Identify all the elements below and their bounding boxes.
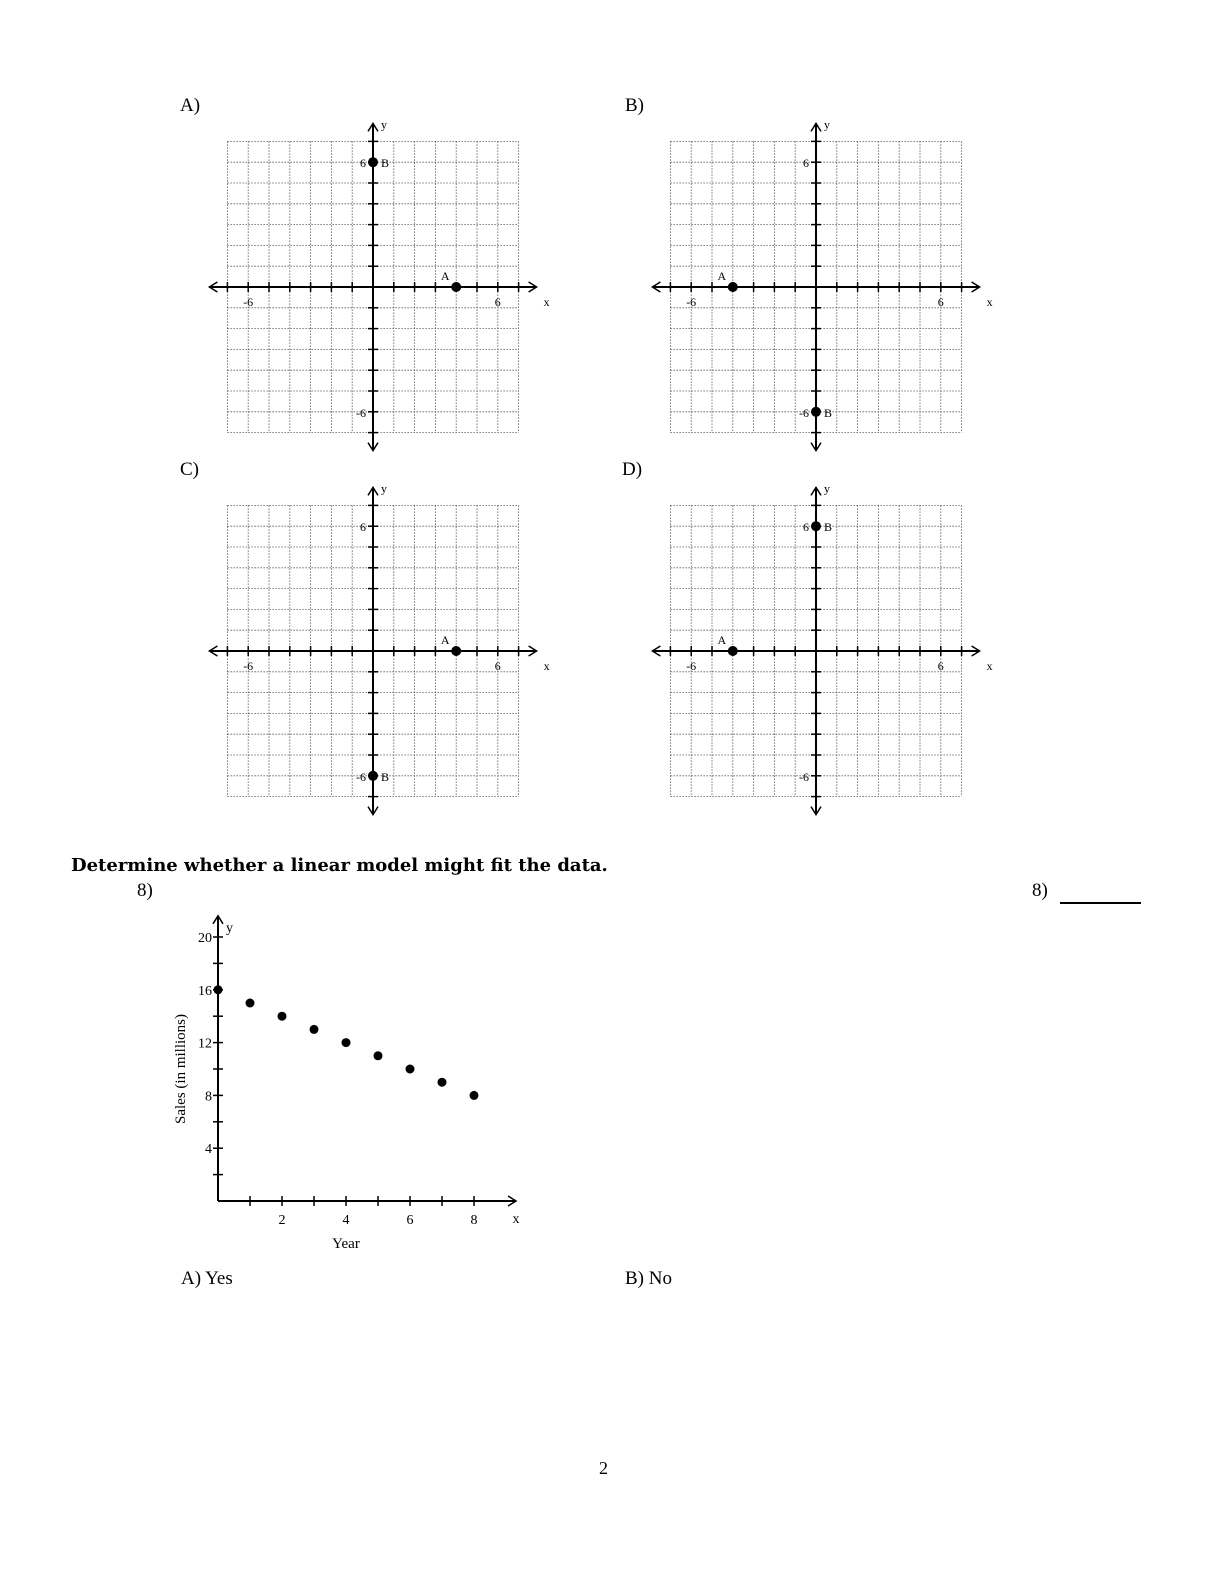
- scatter-y-tick-label: 4: [205, 1142, 212, 1158]
- point-a: [728, 646, 738, 656]
- y-tick-label-neg: -6: [799, 405, 809, 420]
- page-number: 2: [599, 1458, 608, 1478]
- y-tick-label-pos: 6: [360, 520, 366, 535]
- answer-b[interactable]: B) No: [625, 1268, 672, 1289]
- scatter-point: [470, 1091, 479, 1100]
- point-b: [368, 157, 378, 167]
- y-tick-label-neg: -6: [356, 405, 366, 420]
- y-tick-label-neg: -6: [356, 769, 366, 784]
- scatter-chart: [160, 900, 540, 1260]
- answer-a[interactable]: A) Yes: [181, 1268, 233, 1289]
- scatter-point: [278, 1012, 287, 1021]
- point-a-label: A: [717, 269, 727, 283]
- y-tick-label-pos: 6: [360, 156, 366, 171]
- x-axis-name: x: [986, 295, 993, 309]
- scatter-x-tick-label: 4: [342, 1213, 350, 1228]
- x-tick-label-neg: -6: [243, 295, 254, 309]
- x-tick-label-neg: -6: [686, 659, 697, 673]
- scatter-x-tick-label: 2: [278, 1213, 286, 1228]
- question-number: 8): [137, 880, 153, 901]
- scatter-y-axis-title: Sales (in millions): [173, 1014, 189, 1124]
- point-b-label: B: [824, 520, 833, 535]
- y-axis-name: y: [381, 117, 387, 132]
- answer-blank[interactable]: [1060, 902, 1141, 904]
- point-a-label: A: [717, 633, 727, 647]
- y-tick-label-pos: 6: [803, 520, 809, 535]
- x-tick-label-pos: 6: [937, 295, 944, 309]
- y-tick-label-neg: -6: [799, 769, 809, 784]
- answer-number: 8): [1032, 880, 1048, 901]
- question-instruction: Determine whether a linear model might fit the data.: [71, 855, 608, 876]
- option-c-label: C): [180, 459, 199, 480]
- point-a-label: A: [440, 633, 450, 647]
- scatter-point: [342, 1038, 351, 1047]
- x-axis-name: x: [543, 659, 550, 673]
- point-a: [451, 282, 461, 292]
- scatter-x-tick-label: 8: [470, 1213, 478, 1228]
- x-tick-label-neg: -6: [243, 659, 254, 673]
- scatter-y-tick-label: 16: [198, 983, 212, 999]
- scatter-x-axis-name: x: [512, 1212, 520, 1227]
- point-a-label: A: [440, 269, 450, 283]
- point-b-label: B: [381, 769, 390, 784]
- point-b: [811, 521, 821, 531]
- y-axis-name: y: [824, 117, 830, 132]
- scatter-y-tick-label: 8: [205, 1089, 212, 1105]
- option-d-label: D): [622, 459, 643, 480]
- scatter-y-tick-label: 20: [198, 931, 212, 946]
- coordinate-graph-a: [200, 117, 550, 460]
- point-b-label: B: [381, 156, 390, 171]
- scatter-y-axis-name: y: [226, 920, 233, 936]
- x-tick-label-pos: 6: [937, 659, 944, 673]
- scatter-point: [374, 1051, 383, 1060]
- y-axis-name: y: [824, 481, 830, 496]
- scatter-point: [310, 1025, 319, 1034]
- coordinate-graph-d: [643, 481, 993, 824]
- scatter-point: [406, 1065, 415, 1074]
- scatter-point: [214, 985, 223, 994]
- point-b: [811, 407, 821, 417]
- x-axis-name: x: [986, 659, 993, 673]
- scatter-x-axis-title: Year: [332, 1236, 360, 1252]
- point-b: [368, 771, 378, 781]
- option-a-label: A): [180, 95, 201, 116]
- coordinate-graph-c: [200, 481, 550, 824]
- x-axis-name: x: [543, 295, 550, 309]
- scatter-y-tick-label: 12: [198, 1036, 212, 1052]
- scatter-point: [246, 999, 255, 1008]
- scatter-x-tick-label: 6: [406, 1213, 414, 1228]
- point-b-label: B: [824, 405, 833, 420]
- x-tick-label-pos: 6: [494, 659, 501, 673]
- x-tick-label-neg: -6: [686, 295, 697, 309]
- y-axis-name: y: [381, 481, 387, 496]
- x-tick-label-pos: 6: [494, 295, 501, 309]
- point-a: [451, 646, 461, 656]
- option-b-label: B): [625, 95, 644, 116]
- scatter-point: [438, 1078, 447, 1087]
- point-a: [728, 282, 738, 292]
- coordinate-graph-b: [643, 117, 993, 460]
- y-tick-label-pos: 6: [803, 156, 809, 171]
